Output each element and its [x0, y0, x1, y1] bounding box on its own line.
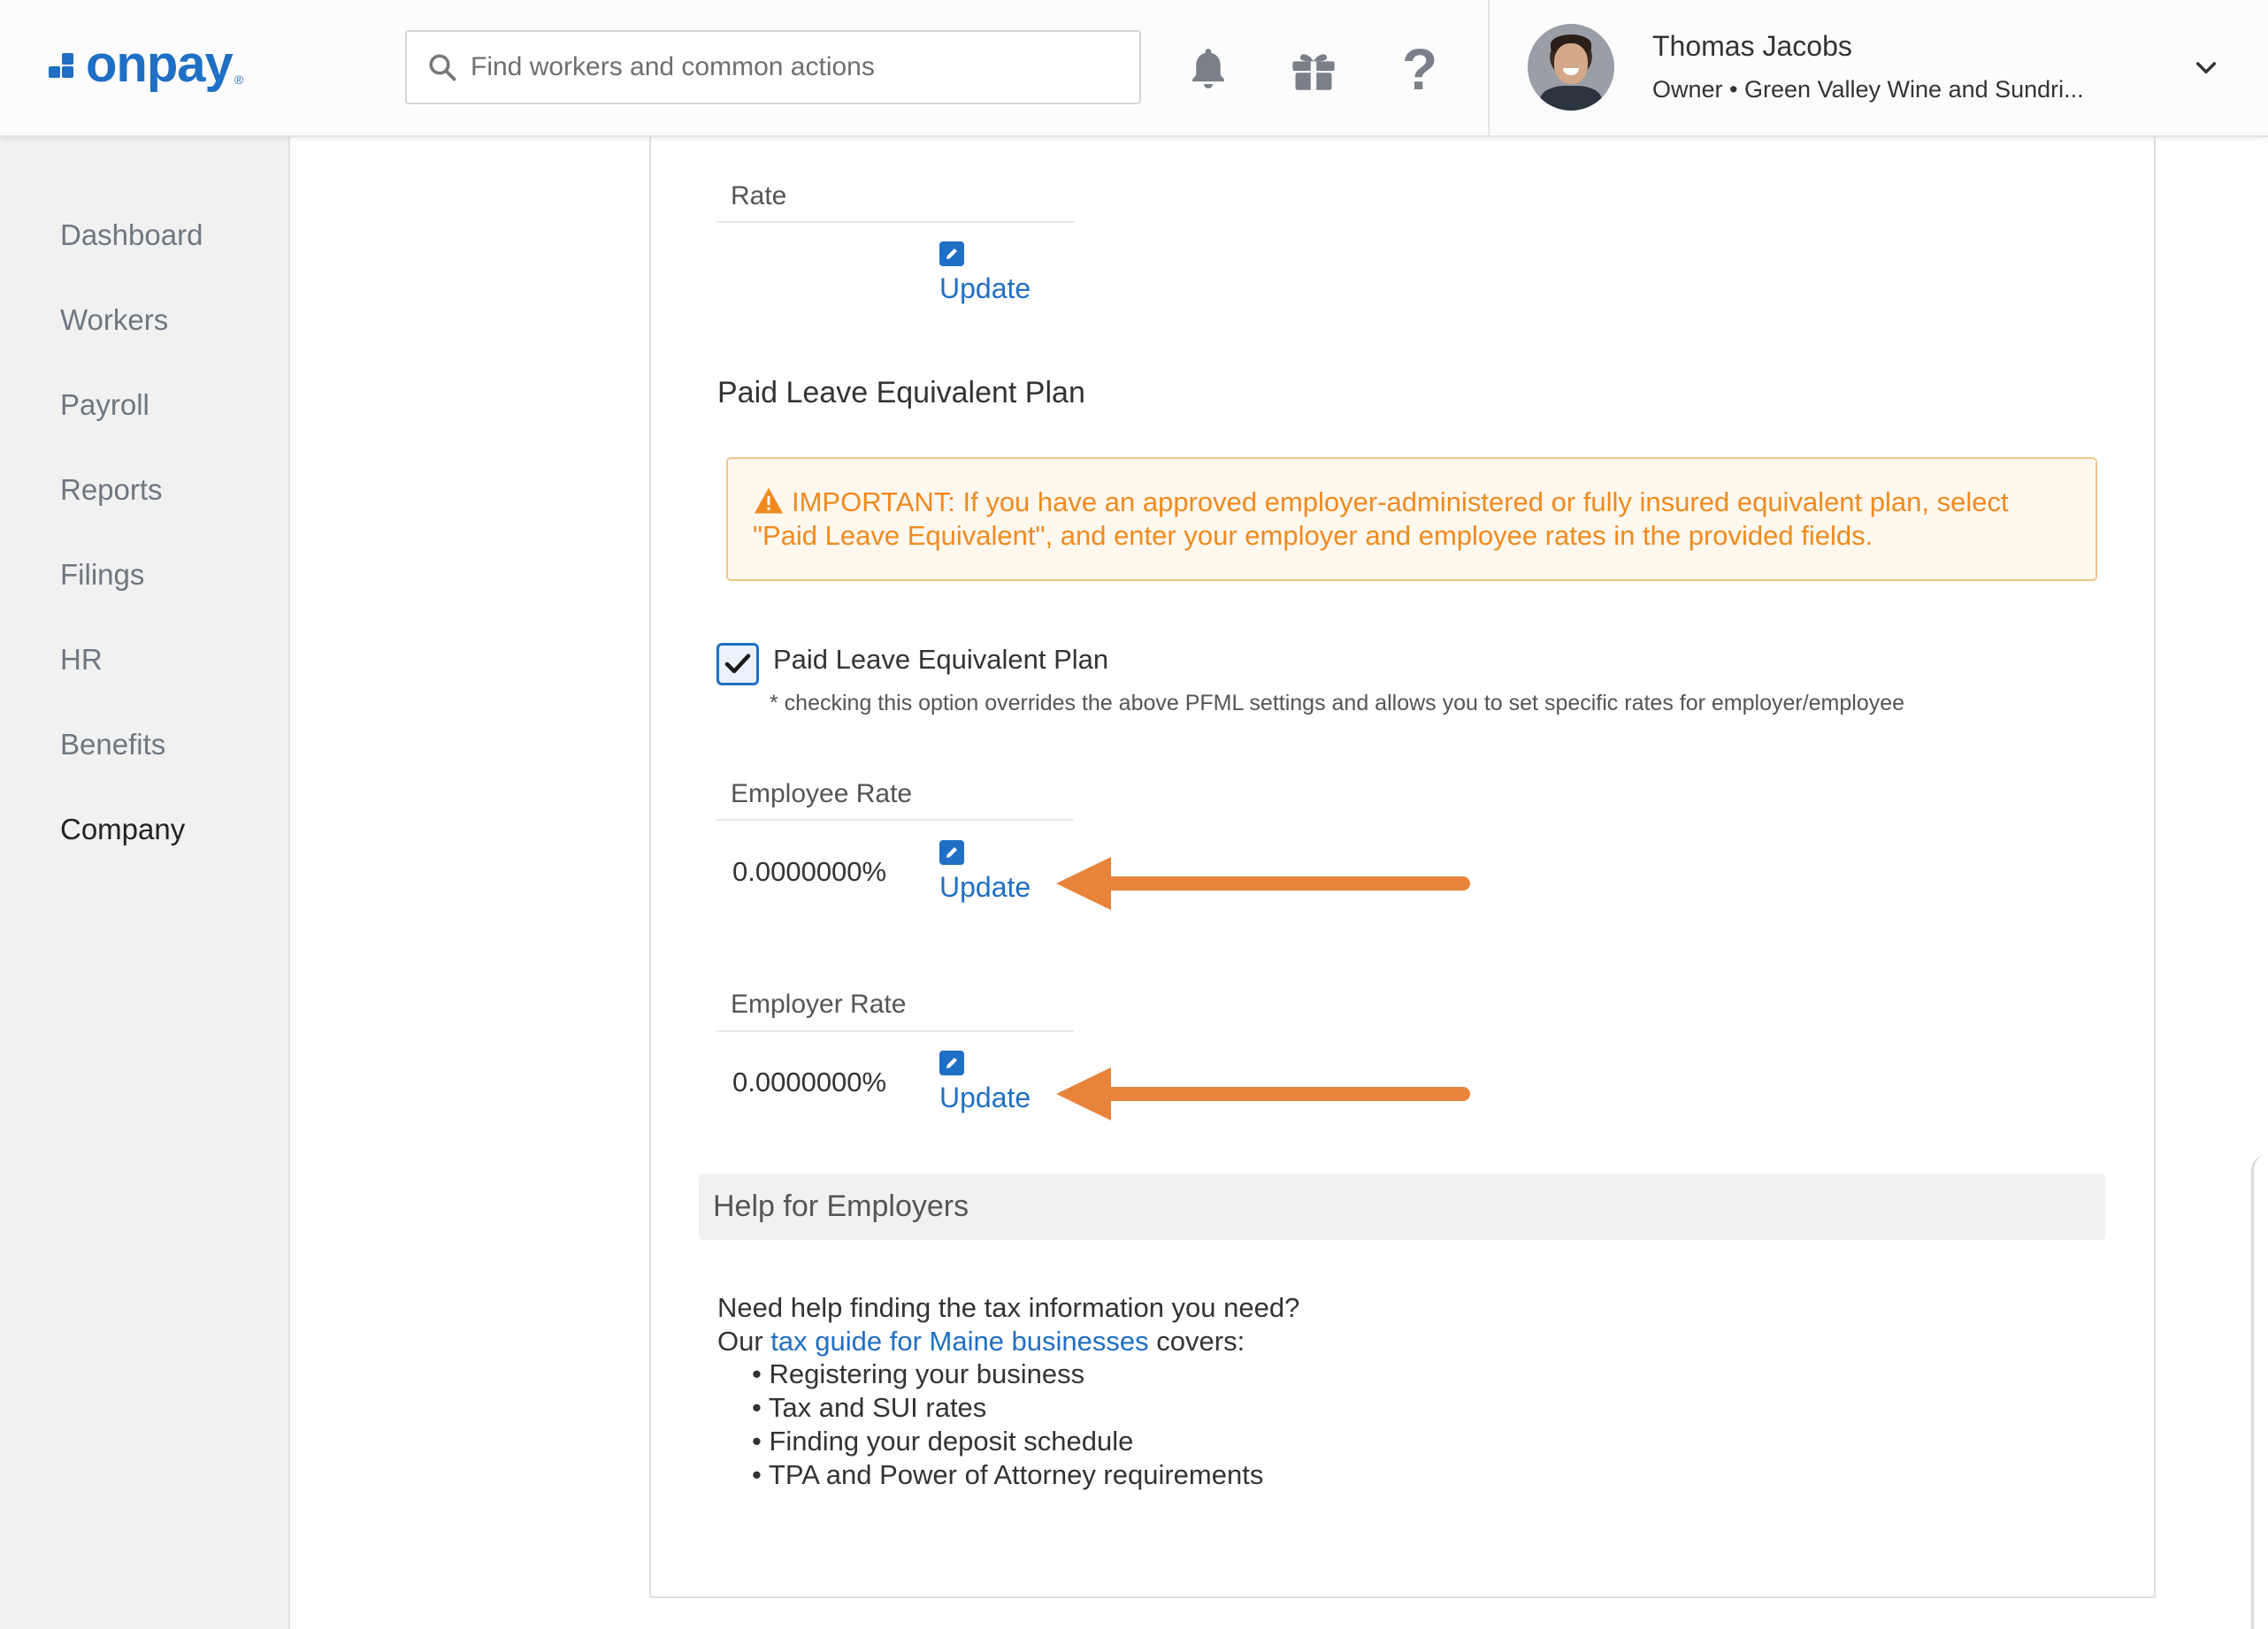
- sidebar-item-reports[interactable]: Reports: [60, 473, 163, 506]
- logo-mark-icon: [49, 49, 80, 80]
- list-item: • TPA and Power of Attorney requirements: [752, 1459, 1264, 1490]
- avatar[interactable]: [1528, 24, 1614, 111]
- employer-rate-update-link[interactable]: Update: [939, 1082, 1031, 1113]
- scroll-container-edge: [2251, 1154, 2268, 1629]
- help-guide-prefix: Our: [717, 1326, 771, 1357]
- edit-icon[interactable]: [939, 241, 964, 266]
- logo-registered-mark: ®: [234, 73, 244, 87]
- checkmark-icon: [724, 652, 752, 677]
- header-divider: [1488, 0, 1490, 137]
- sidebar-item-payroll[interactable]: Payroll: [60, 388, 149, 421]
- gift-icon[interactable]: [1289, 44, 1338, 94]
- alert-text: IMPORTANT: If you have an approved employer-administered or fully insured equivalent plan, select "Paid Leave Equivalent", and enter your employer and employee rates in the provided fields.: [753, 486, 2009, 551]
- help-section-header: Help for Employers: [699, 1174, 2105, 1240]
- search-input[interactable]: [471, 52, 1107, 82]
- paid-leave-equivalent-checkbox[interactable]: [716, 643, 759, 685]
- sidebar: [0, 137, 290, 1629]
- list-item: • Finding your deposit schedule: [752, 1426, 1134, 1457]
- tax-guide-link[interactable]: tax guide for Maine businesses: [770, 1326, 1149, 1357]
- user-role[interactable]: Owner • Green Valley Wine and Sundri...: [1652, 76, 2084, 103]
- help-guide-suffix: covers:: [1148, 1326, 1245, 1357]
- list-item: • Tax and SUI rates: [752, 1392, 987, 1423]
- logo-text: onpay: [86, 35, 233, 93]
- checkbox-label[interactable]: Paid Leave Equivalent Plan: [773, 644, 1109, 675]
- employee-rate-update-link[interactable]: Update: [939, 871, 1031, 903]
- sidebar-item-dashboard[interactable]: Dashboard: [60, 218, 203, 251]
- sidebar-item-workers[interactable]: Workers: [60, 303, 169, 336]
- employer-rate-value: 0.0000000%: [732, 1067, 887, 1097]
- warning-icon: [753, 486, 785, 515]
- employer-rate-divider: [716, 1030, 1074, 1032]
- chevron-down-icon[interactable]: [2192, 53, 2220, 81]
- edit-icon[interactable]: [939, 840, 964, 865]
- top-header: [0, 0, 2268, 137]
- rate-divider: [716, 221, 1074, 223]
- checkbox-note: * checking this option overrides the above PFML settings and allows you to set specific rates for employer/employee: [770, 691, 1905, 715]
- search-icon: [426, 51, 458, 83]
- rate-label: Rate: [731, 181, 787, 210]
- sidebar-item-hr[interactable]: HR: [60, 643, 103, 676]
- sidebar-item-benefits[interactable]: Benefits: [60, 728, 166, 761]
- annotation-arrow-employee-rate: [1054, 854, 1470, 913]
- user-name[interactable]: Thomas Jacobs: [1652, 30, 1852, 62]
- list-item: • Registering your business: [752, 1358, 1085, 1389]
- onpay-logo[interactable]: [49, 34, 243, 96]
- help-icon[interactable]: ?: [1401, 36, 1438, 102]
- employer-rate-label: Employer Rate: [731, 990, 907, 1019]
- annotation-arrow-employer-rate: [1054, 1065, 1470, 1123]
- sidebar-item-filings[interactable]: Filings: [60, 558, 145, 591]
- section-title: Paid Leave Equivalent Plan: [717, 376, 1085, 409]
- employee-rate-label: Employee Rate: [731, 779, 913, 808]
- help-guide-line: [717, 1325, 1245, 1358]
- sidebar-item-company[interactable]: Company: [60, 813, 186, 845]
- rate-update-link[interactable]: Update: [939, 272, 1031, 304]
- bell-icon[interactable]: [1184, 44, 1233, 94]
- employee-rate-value: 0.0000000%: [732, 856, 887, 887]
- search-box[interactable]: [405, 30, 1141, 104]
- edit-icon[interactable]: [939, 1051, 964, 1075]
- help-intro: Need help finding the tax information you need?: [717, 1292, 1300, 1323]
- employee-rate-divider: [716, 819, 1074, 821]
- important-alert: [726, 457, 2097, 581]
